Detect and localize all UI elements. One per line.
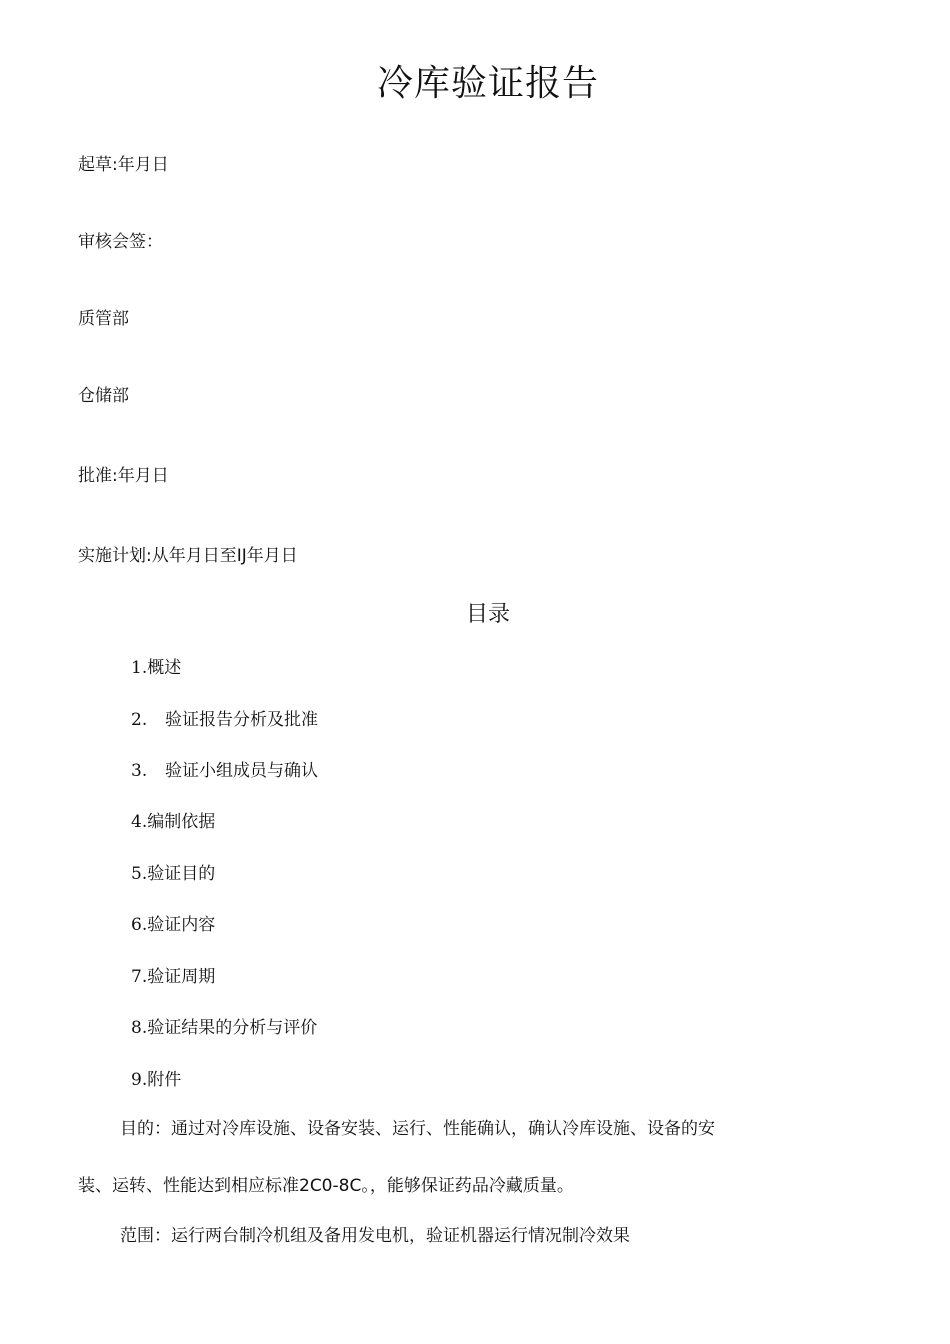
toc-item — [131, 656, 181, 680]
scope-paragraph: 范围：运行两台制冷机组及备用发电机，验证机器运行情况制冷效果 — [120, 1226, 630, 1246]
toc-item-number: 6. — [131, 915, 148, 935]
toc-item-number: 8. — [131, 1018, 148, 1038]
toc-item-label: 验证小组成员与确认 — [165, 761, 318, 781]
toc-item-label: 验证内容 — [147, 915, 216, 935]
toc-item — [131, 708, 318, 732]
toc-item-number: 9. — [131, 1070, 148, 1090]
toc-item — [131, 965, 215, 989]
toc-item-number: 2. — [131, 710, 148, 730]
quality-department-line: 质管部 — [78, 309, 129, 329]
toc-item-label: 概述 — [147, 658, 182, 678]
toc-item-number: 3. — [131, 761, 148, 781]
toc-item — [131, 1016, 317, 1040]
toc-item-label: 附件 — [147, 1070, 182, 1090]
draft-line: 起草:年月日 — [78, 155, 169, 175]
toc-title: 目录 — [465, 602, 510, 627]
document-title: 冷库验证报告 — [376, 63, 599, 104]
toc-item-label: 验证结果的分析与评价 — [147, 1018, 318, 1038]
toc-item — [131, 862, 215, 886]
toc-item-label: 验证目的 — [147, 864, 216, 884]
review-signoff-line: 审核会签： — [78, 232, 163, 252]
toc-item — [131, 913, 215, 937]
toc-item-label: 验证报告分析及批准 — [165, 710, 318, 730]
toc-item — [131, 1068, 181, 1092]
toc-item-number: 4. — [131, 812, 148, 832]
approval-line: 批准:年月日 — [78, 466, 169, 486]
toc-item — [131, 810, 215, 834]
toc-item-number: 7. — [131, 967, 148, 987]
toc-item-label: 编制依据 — [147, 812, 216, 832]
toc-item-number: 1. — [131, 658, 148, 678]
implementation-plan-line: 实施计划:从年月日至IJ年月日 — [78, 546, 298, 566]
warehouse-department-line: 仓储部 — [78, 386, 129, 406]
purpose-paragraph-line-2: 装、运转、性能达到相应标准2C0-8C。，能够保证药品冷藏质量。 — [78, 1176, 574, 1196]
toc-item-label: 验证周期 — [147, 967, 216, 987]
purpose-paragraph-line-1: 目的：通过对冷库设施、设备安装、运行、性能确认，确认冷库设施、设备的安 — [120, 1119, 715, 1139]
toc-item-number: 5. — [131, 864, 148, 884]
toc-item — [131, 759, 318, 783]
